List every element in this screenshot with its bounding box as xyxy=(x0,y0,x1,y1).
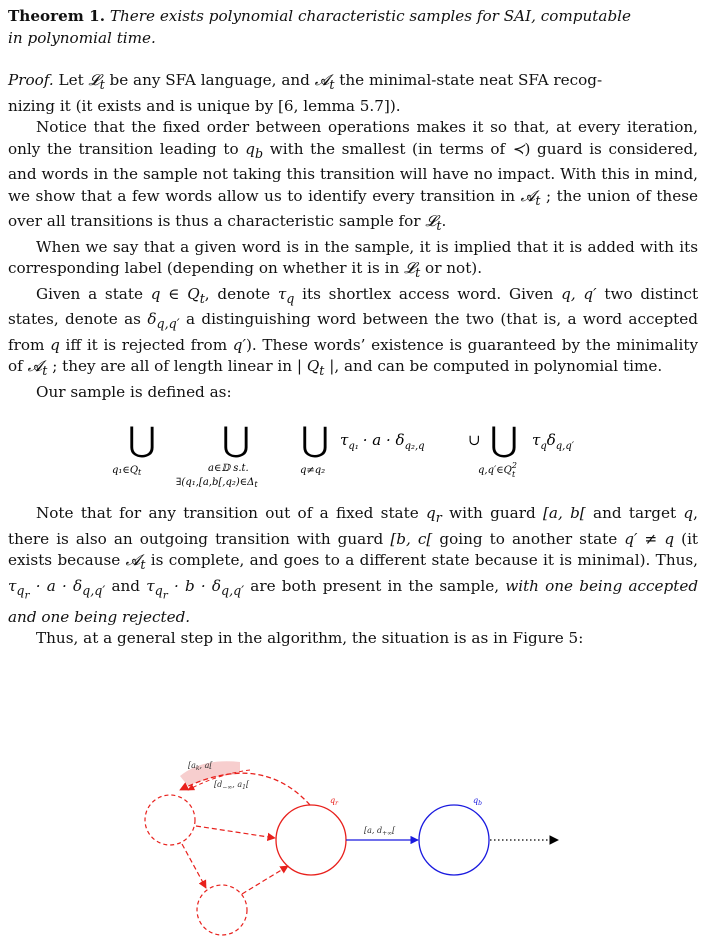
text: no impact. With this in mind, we show that a few words allow us to identify every xyxy=(8,165,698,205)
text: with the smallest (in terms of xyxy=(269,139,506,158)
arrow-bottom-to-qr xyxy=(242,866,288,894)
label-ak-a: [$a_k$, a[ xyxy=(188,761,213,772)
math-word-2: $\tau_{q_r} \cdot b \cdot \delta_{q,q'}$ xyxy=(146,576,245,602)
math-Lt: 𝓛$_t$ xyxy=(425,212,442,234)
text: transition in xyxy=(420,186,516,205)
theorem-statement-2: in polynomial time. xyxy=(8,28,156,47)
text: (it exists because xyxy=(8,529,699,570)
proof-paragraph-6 xyxy=(8,503,698,628)
proof-paragraph-7 xyxy=(8,628,698,650)
math-guard-ab: [a, b[ xyxy=(542,504,586,523)
label-a-dinf: [a, $d_{+\infty}$[ xyxy=(364,826,396,837)
text: is complete, and goes to a different state because it xyxy=(150,551,554,570)
text: are both present in the sample, xyxy=(250,576,500,595)
text: guard is considered, and words in the sample not taking this transition will have xyxy=(8,139,699,184)
math-word-1: $\tau_{q_r} \cdot a \cdot \delta_{q,q'}$ xyxy=(8,576,106,602)
proof-paragraph-1 xyxy=(8,70,698,117)
term-1: $\tau_{q_1} \cdot a \cdot \delta_{q_2,q}$ xyxy=(340,431,425,453)
big-union-4: ⋃ xyxy=(490,420,518,461)
text: or not). xyxy=(425,259,483,278)
text: guaranteed by the minimality of xyxy=(8,335,699,376)
math-At: 𝓐$_t$ xyxy=(27,357,48,379)
text: with one being accepted and one being rejected. xyxy=(8,576,699,626)
union-2-subscript-1: a∈𝔻 s.t. xyxy=(208,463,249,475)
text: its shortlex access word. Given xyxy=(302,284,554,303)
dashed-state-bottom xyxy=(197,885,247,935)
arrow-top-to-qr xyxy=(196,826,275,838)
text: Notice that the fixed order between operations makes it so that, at every xyxy=(36,118,621,137)
state-qb xyxy=(419,805,489,875)
text: Given a state xyxy=(36,284,143,303)
union-operator: ∪ xyxy=(468,431,481,450)
formula-svg xyxy=(8,409,698,499)
math-qr: $q_r$ xyxy=(426,504,442,526)
text: with guard xyxy=(449,504,536,523)
math-At: 𝓐$_t$ xyxy=(125,551,146,573)
text: ). These words’ existence is xyxy=(245,335,462,354)
big-union-1: ⋃ xyxy=(128,420,156,461)
math-qprime: q′ xyxy=(232,335,246,354)
text: be any SFA language, and xyxy=(109,71,310,89)
math-qprime-neq-q: q′ ≠ q xyxy=(624,529,675,548)
text: iteration, only the transition leading to xyxy=(8,118,698,158)
math-q-qprime: q, q′ xyxy=(561,284,597,303)
theorem-statement-1: There exists polynomial characteristic samples for SAI, computable xyxy=(109,7,632,25)
math-prec: ≺ xyxy=(511,139,525,158)
text: nizing it (it exists and is unique by [6, lemma 5.7]). xyxy=(8,96,401,115)
union-2-subscript-2: $\exists(q_1,[a,b[,q_2)\in\Delta_t$ xyxy=(176,477,258,490)
automaton-figure xyxy=(140,760,570,940)
text: going to another state xyxy=(439,529,618,548)
text: two xyxy=(604,284,633,303)
text: and target xyxy=(593,504,677,523)
text: , denote xyxy=(204,284,271,303)
text: ; the union of these over all transitions is thus a characteristic xyxy=(8,186,698,231)
label-qr: $q_r$ xyxy=(330,796,338,807)
theorem xyxy=(8,6,698,49)
theorem-label: Theorem 1. xyxy=(8,7,106,25)
union-1-subscript: $q_1\in Q_t$ xyxy=(112,465,142,478)
term-2: $\tau_q\delta_{q,q'}$ xyxy=(532,431,575,453)
text: Note that for any transition out of a fixed state xyxy=(36,504,419,523)
math-qb: $q_b$ xyxy=(245,139,264,161)
big-union-3: ⋃ xyxy=(301,420,329,461)
automaton-svg xyxy=(140,760,570,940)
proof-paragraph-4 xyxy=(8,284,698,382)
math-q-in-Qt: q ∈ $Q_t$ xyxy=(150,284,205,306)
label-qb: $q_b$ xyxy=(473,796,482,807)
text: , and xyxy=(334,357,373,376)
math-Lt: 𝓛$_t$ xyxy=(88,71,105,93)
proof-paragraph-2 xyxy=(8,117,698,237)
math-delta: $\delta_{q,q'}$ xyxy=(147,310,180,332)
big-union-2: ⋃ xyxy=(222,420,250,461)
text: is minimal). Thus, xyxy=(559,551,698,570)
text: can be computed in polynomial time. xyxy=(377,357,663,376)
text: ) xyxy=(524,139,531,158)
math-abs-Qt: | $Q_t$ | xyxy=(296,357,335,379)
text: When we say that a given word is in the sample, it is implied that it is added xyxy=(36,237,635,256)
union-4-subscript: $q,q'\in Q^2$ t xyxy=(478,461,517,480)
math-q: q xyxy=(683,504,694,523)
text: distinct states, denote as xyxy=(8,284,699,329)
text: Our sample is defined as: xyxy=(36,382,232,401)
math-q: q xyxy=(50,335,60,354)
text: a distinguishing word between the two (that is, xyxy=(185,310,562,329)
text: Let xyxy=(58,71,84,89)
dashed-state-top xyxy=(145,795,195,845)
text: Thus, at a general step in the algorithm, the situation is as in Figure 5: xyxy=(36,629,584,648)
text: , there is also an outgoing transition with guard xyxy=(8,504,698,548)
math-guard-bc: [b, c[ xyxy=(390,529,433,548)
display-formula xyxy=(8,409,698,499)
state-qr xyxy=(276,805,346,875)
math-At: 𝓐$_t$ xyxy=(520,186,541,208)
text: the minimal-state neat SFA recog- xyxy=(339,71,603,89)
union-3-subscript: q≠q₂ xyxy=(300,465,326,477)
text: iff it is rejected from xyxy=(65,335,228,354)
arrow-top-to-bottom xyxy=(182,844,206,888)
proof-paragraph-5 xyxy=(8,382,698,404)
math-At: 𝓐$_t$ xyxy=(314,71,335,93)
text: a word accepted from xyxy=(8,310,698,354)
paper-page xyxy=(8,6,698,650)
text: and xyxy=(111,576,140,595)
math-tau-q: $\tau_q$ xyxy=(277,284,295,306)
label-dinf-a1: [$d_{-\infty}$, $a_1$[ xyxy=(214,780,250,791)
text: with its corresponding label (depending on whether it is in xyxy=(8,237,698,278)
text: ; they are all of length linear in xyxy=(52,357,293,376)
math-Lt: 𝓛$_t$ xyxy=(404,259,421,281)
text: . xyxy=(441,212,447,231)
text: sample for xyxy=(338,212,421,231)
proof-paragraph-3 xyxy=(8,237,698,284)
proof-label: Proof. xyxy=(8,71,54,89)
